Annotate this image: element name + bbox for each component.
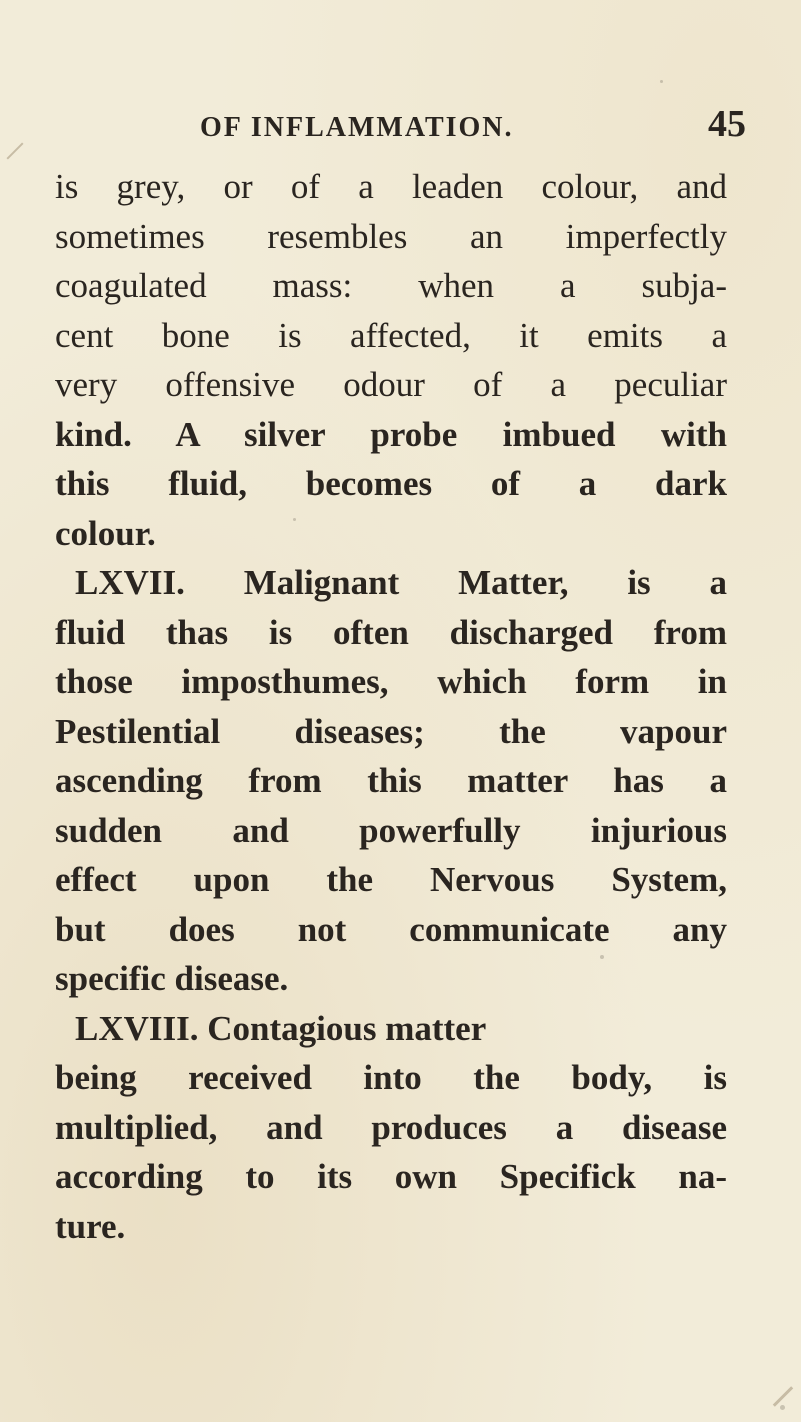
text-line: Pestilential diseases; the vapour: [55, 711, 727, 751]
text-line: effect upon the Nervous System,: [55, 860, 727, 899]
text-line: but does not communicate any: [55, 909, 727, 949]
section-heading-lxvii: LXVII. Malignant Matter, is a: [75, 563, 727, 602]
text-line: is grey, or of a leaden colour, and: [55, 167, 727, 206]
paper-edge-mark: [773, 1386, 794, 1407]
paper-speck: [293, 518, 296, 521]
text-line: specific disease.: [55, 959, 289, 998]
section-heading-lxviii: LXVIII. Contagious matter: [75, 1008, 487, 1048]
body-text: [55, 162, 727, 1251]
text-line: colour.: [55, 513, 156, 553]
text-line: fluid thas is often discharged from: [55, 612, 727, 652]
text-line: ascending from this matter has a: [55, 761, 727, 800]
text-line: sudden and powerfully injurious: [55, 810, 727, 850]
paper-speck: [660, 80, 663, 83]
page-number: 45: [708, 103, 746, 145]
text-line: cent bone is affected, it emits a: [55, 315, 727, 355]
paper-speck: [600, 955, 604, 959]
text-line: those imposthumes, which form in: [55, 662, 727, 701]
running-head-title: OF INFLAMMATION.: [200, 112, 514, 143]
text-line: very offensive odour of a peculiar: [55, 365, 727, 404]
text-line: being received into the body, is: [55, 1058, 727, 1097]
text-line: sometimes resembles an imperfectly: [55, 216, 727, 256]
text-line: according to its own Specifick na-: [55, 1157, 727, 1196]
text-line: this fluid, becomes of a dark: [55, 464, 727, 503]
text-line: ture.: [55, 1206, 126, 1246]
paper-speck: [780, 1405, 785, 1410]
text-line: coagulated mass: when a subja-: [55, 266, 727, 305]
text-line: multiplied, and produces a disease: [55, 1107, 727, 1147]
text-line: kind. A silver probe imbued with: [55, 414, 727, 454]
running-head: [0, 98, 801, 148]
